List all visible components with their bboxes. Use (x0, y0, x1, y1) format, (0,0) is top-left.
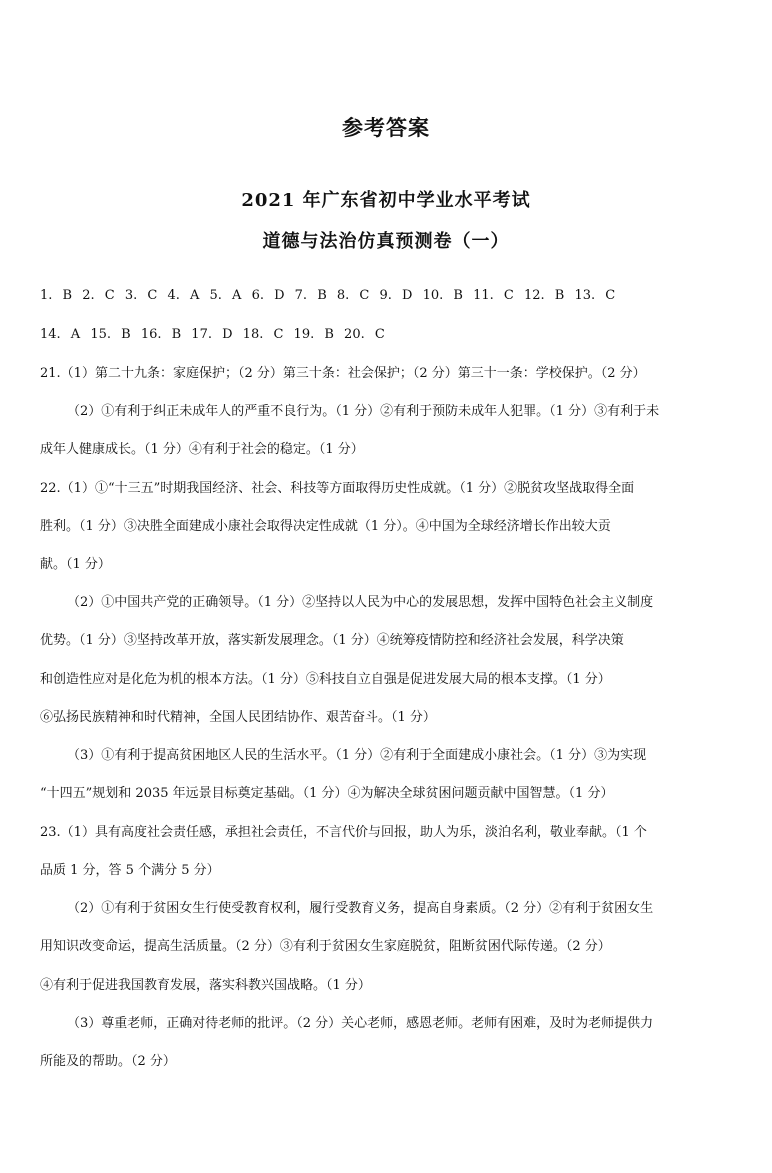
q22-line-1: 22.（1）①“十三五”时期我国经济、社会、科技等方面取得历史性成就。（1 分）②脱贫攻坚战取得全面 (40, 481, 635, 496)
answer-heading: 参考答案 (342, 115, 430, 140)
q23-line-6: （3）尊重老师，正确对待老师的批评。（2 分）关心老师，感恩老师。老师有困难，及时为老师提供力 (67, 1016, 654, 1031)
q23-line-1: 23.（1）具有高度社会责任感，承担社会责任，不言代价与回报，助人为乐，淡泊名利，敬业奉献。（1 个 (40, 825, 647, 840)
q22-line-6: 和创造性应对是化危为机的根本方法。（1 分）⑤科技自立自强是促进发展大局的根本支撑。（1 分） (40, 672, 611, 687)
choice-answers-row-1: 1. B 2. C 3. C 4. A 5. A 6. D 7. B 8. C 9. D 10. B 11. C 12. B 13. C (40, 288, 616, 303)
q21-line-3: 成年人健康成长。（1 分）④有利于社会的稳定。（1 分） (40, 442, 364, 457)
q22-line-8: （3）①有利于提高贫困地区人民的生活水平。（1 分）②有利于全面建成小康社会。（1 分）③为实现 (67, 748, 647, 763)
paper-title: 道德与法治仿真预测卷（一） (262, 231, 510, 252)
exam-title: 2021 年广东省初中学业水平考试 (241, 190, 531, 211)
q21-line-1: 21.（1）第二十九条：家庭保护；（2 分）第三十条：社会保护；（2 分）第三十一条：学校保护。（2 分） (40, 366, 646, 381)
q23-line-2: 品质 1 分，答 5 个满分 5 分） (40, 863, 220, 878)
q23-line-7: 所能及的帮助。（2 分） (40, 1054, 176, 1069)
q22-line-7: ⑥弘扬民族精神和时代精神，全国人民团结协作、艰苦奋斗。（1 分） (40, 710, 436, 725)
q22-line-3: 献。（1 分） (40, 557, 111, 572)
q21-line-2: （2）①有利于纠正未成年人的严重不良行为。（1 分）②有利于预防未成年人犯罪。（1 分）③有利于未 (67, 404, 660, 419)
q23-line-4: 用知识改变命运，提高生活质量。（2 分）③有利于贫困女生家庭脱贫，阻断贫困代际传递。（2 分） (40, 939, 611, 954)
choice-answers-row-2: 14. A 15. B 16. B 17. D 18. C 19. B 20. C (40, 327, 385, 342)
q22-line-4: （2）①中国共产党的正确领导。（1 分）②坚持以人民为中心的发展思想，发挥中国特色社会主义制度 (67, 595, 654, 610)
q23-line-3: （2）①有利于贫困女生行使受教育权利，履行受教育义务，提高自身素质。（2 分）②有利于贫困女生 (67, 901, 654, 916)
q23-line-5: ④有利于促进我国教育发展，落实科教兴国战略。（1 分） (40, 978, 371, 993)
q22-line-5: 优势。（1 分）③坚持改革开放，落实新发展理念。（1 分）④统筹疫情防控和经济社会发展，科学决策 (40, 633, 624, 648)
q22-line-9: “十四五”规划和 2035 年远景目标奠定基础。（1 分）④为解决全球贫困问题贡献中国智慧。（1 分） (40, 786, 614, 801)
q22-line-2: 胜利。（1 分）③决胜全面建成小康社会取得决定性成就（1 分）。④中国为全球经济增长作出较大贡 (40, 519, 611, 534)
